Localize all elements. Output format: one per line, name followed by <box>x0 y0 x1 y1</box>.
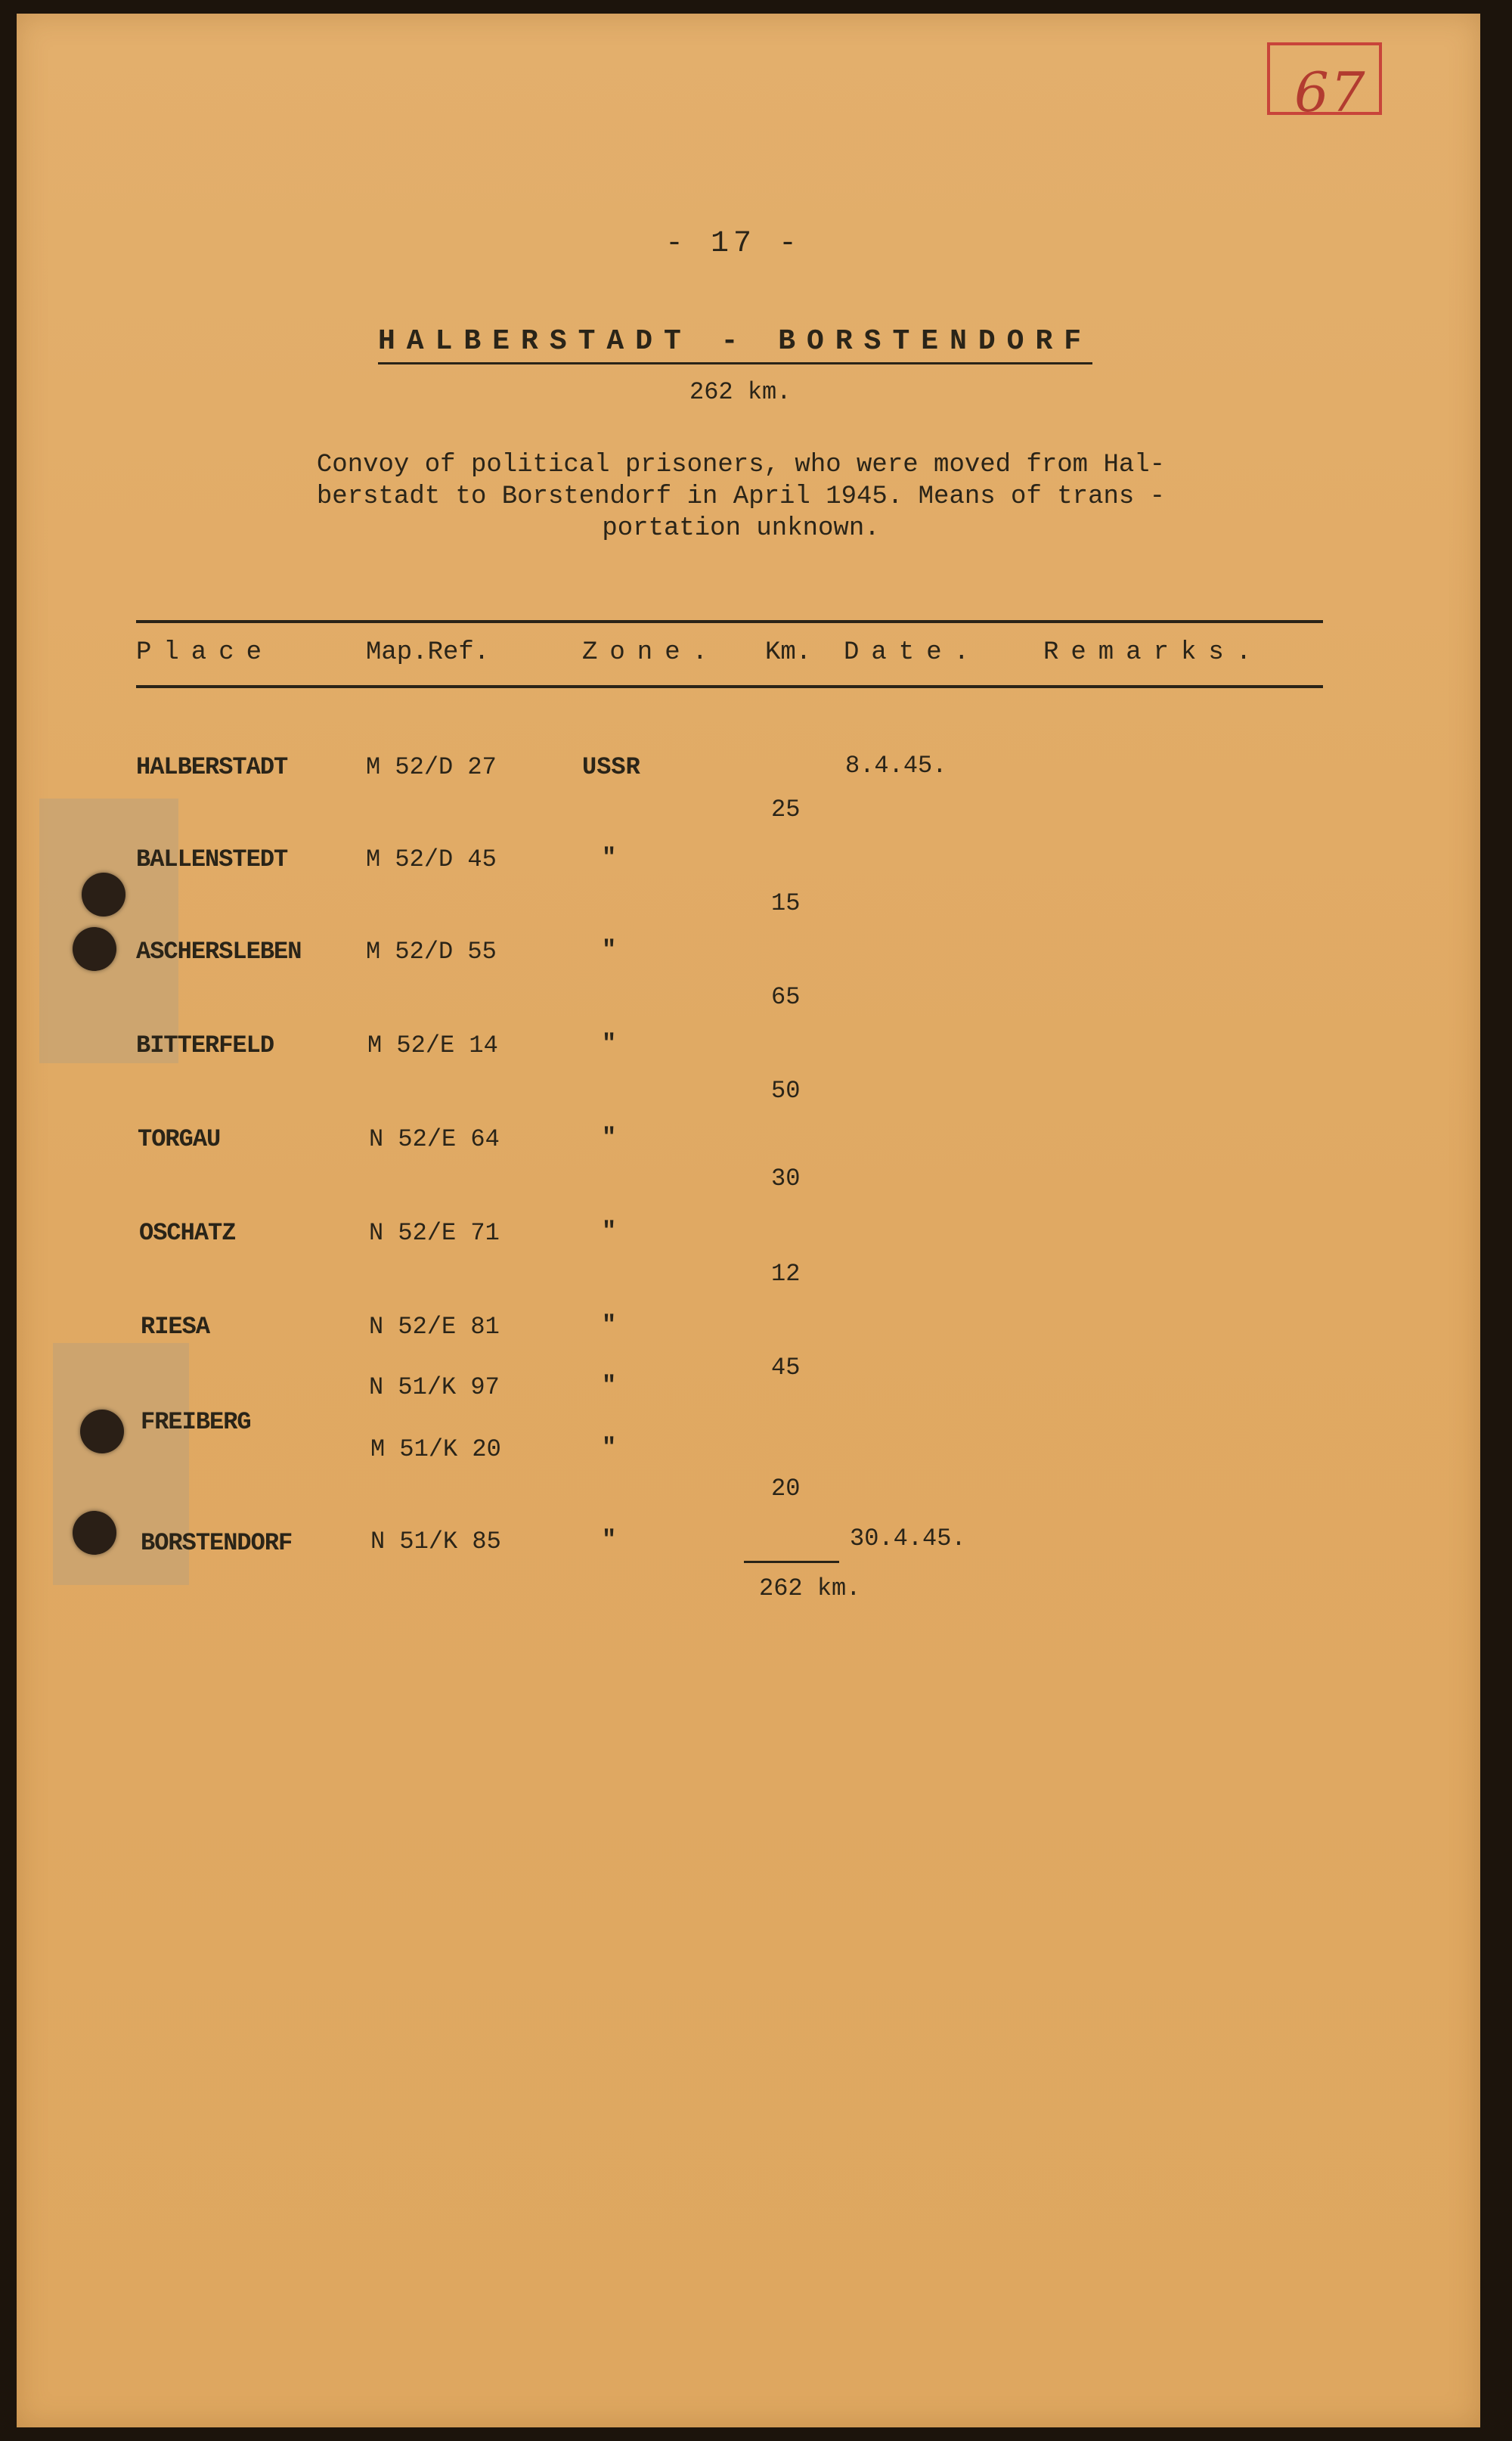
route-title: HALBERSTADT - BORSTENDORF <box>378 325 1092 364</box>
zone-cell: " <box>602 1124 617 1152</box>
zone-cell: USSR <box>582 753 640 781</box>
page-number: - 17 - <box>665 227 802 261</box>
km-cell: 15 <box>771 889 801 917</box>
map-ref-cell: M 51/K 20 <box>370 1435 501 1463</box>
punch-hole-4 <box>73 1511 116 1555</box>
zone-cell: " <box>602 1372 617 1400</box>
zone-cell: " <box>602 1030 617 1058</box>
km-cell: 20 <box>771 1475 801 1503</box>
km-cell: 30 <box>771 1165 801 1193</box>
place-cell: OSCHATZ <box>139 1219 236 1247</box>
punch-hole-1 <box>82 873 125 917</box>
zone-cell: " <box>602 936 617 964</box>
map-ref-cell: N 52/E 71 <box>369 1219 500 1247</box>
km-cell: 25 <box>771 796 801 823</box>
paper-patch-upper <box>39 799 178 1063</box>
place-cell: HALBERSTADT <box>136 753 288 781</box>
km-cell: 12 <box>771 1260 801 1288</box>
map-ref-cell: N 51/K 85 <box>370 1528 501 1555</box>
route-distance: 262 km. <box>689 378 792 406</box>
km-cell: 45 <box>771 1354 801 1382</box>
zone-cell: " <box>602 1217 617 1245</box>
header-remarks: Remarks. <box>1043 638 1264 667</box>
km-cell: 50 <box>771 1077 801 1105</box>
map-ref-cell: M 52/D 45 <box>366 845 497 873</box>
punch-hole-3 <box>80 1410 124 1453</box>
place-cell: BORSTENDORF <box>141 1529 293 1557</box>
table-top-rule <box>136 620 1323 623</box>
place-cell: FREIBERG <box>141 1408 251 1436</box>
header-map-ref: Map.Ref. <box>366 638 490 667</box>
description-line: portation unknown. <box>602 514 880 543</box>
header-zone: Zone. <box>582 638 720 667</box>
table-header-rule <box>136 685 1323 688</box>
place-cell: BALLENSTEDT <box>136 845 288 873</box>
total-underline <box>744 1561 839 1563</box>
punch-hole-2 <box>73 927 116 971</box>
place-cell: RIESA <box>141 1313 210 1341</box>
header-date: Date. <box>844 638 982 667</box>
map-ref-cell: N 52/E 64 <box>369 1125 500 1153</box>
map-ref-cell: N 52/E 81 <box>369 1313 500 1341</box>
map-ref-cell: M 52/E 14 <box>367 1031 498 1059</box>
header-km: Km. <box>765 638 812 667</box>
folio-number: 67 <box>1294 60 1367 124</box>
description-line: Convoy of political prisoners, who were moved from Hal- <box>316 451 1166 479</box>
km-cell: 65 <box>771 983 801 1011</box>
total-km: 262 km. <box>759 1574 861 1602</box>
zone-cell: " <box>602 844 617 872</box>
zone-cell: " <box>602 1526 617 1554</box>
document-page <box>17 14 1480 2427</box>
zone-cell: " <box>602 1311 617 1339</box>
date-cell: 8.4.45. <box>845 752 947 780</box>
place-cell: ASCHERSLEBEN <box>136 938 302 966</box>
date-cell: 30.4.45. <box>850 1524 966 1552</box>
place-cell: BITTERFELD <box>136 1031 274 1059</box>
map-ref-cell: M 52/D 27 <box>366 753 497 781</box>
header-place: Place <box>136 638 274 667</box>
place-cell: TORGAU <box>138 1125 221 1153</box>
map-ref-cell: N 51/K 97 <box>369 1373 500 1401</box>
description-line: berstadt to Borstendorf in April 1945. Means of trans - <box>316 482 1166 511</box>
route-description <box>302 449 1179 544</box>
zone-cell: " <box>602 1434 617 1462</box>
map-ref-cell: M 52/D 55 <box>366 938 497 966</box>
